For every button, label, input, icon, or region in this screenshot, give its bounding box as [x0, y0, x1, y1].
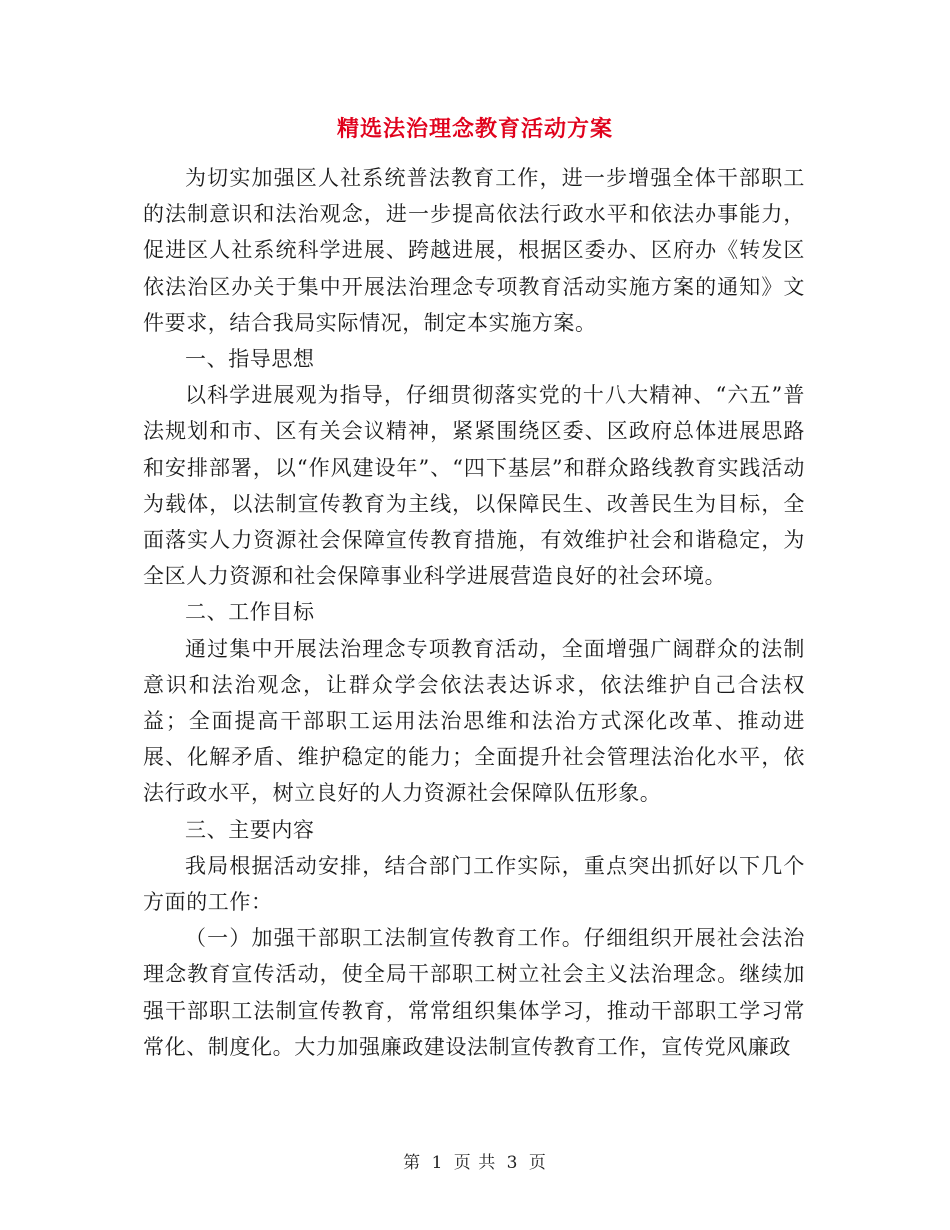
main-content-intro-paragraph: 我局根据活动安排，结合部门工作实际，重点突出抓好以下几个方面的工作： — [143, 853, 805, 915]
document-title: 精选法治理念教育活动方案 — [336, 116, 613, 142]
intro-paragraph: 为切实加强区人社系统普法教育工作，进一步增强全体干部职工的法制意识和法治观念，进一步提高依法行政水平和依法办事能力，促进区人社系统科学进展、跨越进展，根据区委办、区府办《转发区依法治区办关于集中开展法治理念专项教育活动实施方案的通知》文件要求，结合我局实际情况，制定本实施方案。 — [143, 166, 805, 335]
footer-middle: 页 共 — [453, 1153, 497, 1173]
document-body — [143, 160, 805, 1065]
page-footer — [0, 1148, 950, 1173]
guiding-thought-paragraph: 以科学进展观为指导，仔细贯彻落实党的十八大精神、“六五”普法规划和市、区有关会议精神，紧紧围绕区委、区政府总体进展思路和安排部署，以“作风建设年”、“四下基层”和群众路线教育实践活动为载体，以法制宣传教育为主线，以保障民生、改善民生为目标，全面落实人力资源社会保障宣传教育措施，有效维护社会和谐稳定，为全区人力资源和社会保障事业科学进展营造良好的社会环境。 — [143, 383, 805, 589]
footer-page-number: 1 — [431, 1153, 444, 1173]
main-content-item-1-paragraph: （一）加强干部职工法制宣传教育工作。仔细组织开展社会法治理念教育宣传活动，使全局干部职工树立社会主义法治理念。继续加强干部职工法制宣传教育，常常组织集体学习，推动干部职工学习常常化、制度化。大力加强廉政建设法制宣传教育工作，宣传党风廉政 — [143, 926, 805, 1059]
footer-suffix: 页 — [528, 1153, 547, 1173]
section-heading-work-goals: 二、工作目标 — [185, 600, 315, 625]
footer-total-pages: 3 — [506, 1153, 519, 1173]
footer-prefix: 第 — [403, 1153, 422, 1173]
section-heading-main-content: 三、主要内容 — [185, 817, 315, 842]
section-heading-guiding-thought: 一、指导思想 — [185, 347, 315, 372]
work-goals-paragraph: 通过集中开展法治理念专项教育活动，全面增强广阔群众的法制意识和法治观念，让群众学会依法表达诉求，依法维护自己合法权益；全面提高干部职工运用法治思维和法治方式深化改革、推动进展、化解矛盾、维护稳定的能力；全面提升社会管理法治化水平，依法行政水平，树立良好的人力资源社会保障队伍形象。 — [143, 636, 805, 806]
